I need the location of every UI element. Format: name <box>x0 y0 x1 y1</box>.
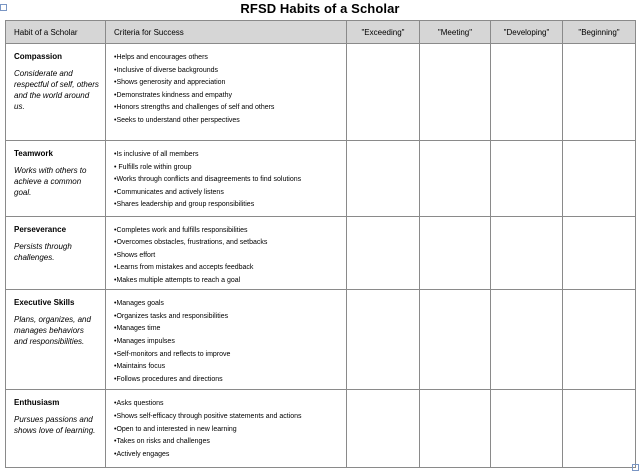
score-cell-beginning[interactable] <box>563 44 636 141</box>
criteria-item: •Seeks to understand other perspectives <box>114 116 240 124</box>
header-habit: Habit of a Scholar <box>6 21 106 44</box>
criteria-item: •Works through conflicts and disagreements to find solutions <box>114 176 302 184</box>
score-cell-meeting[interactable] <box>420 216 491 290</box>
page-title: RFSD Habits of a Scholar <box>240 1 400 16</box>
header-developing: "Developing" <box>491 21 563 44</box>
score-cell-meeting[interactable] <box>420 141 491 217</box>
habit-name: Perseverance <box>14 224 67 234</box>
header-exceeding: "Exceeding" <box>347 21 420 44</box>
habit-name: Teamwork <box>14 149 53 159</box>
header-beginning: "Beginning" <box>563 21 636 44</box>
score-cell-beginning[interactable] <box>563 390 636 468</box>
table-resize-handle[interactable] <box>632 464 639 471</box>
criteria-item: •Shows self-efficacy through positive statements and actions <box>114 412 302 420</box>
header-meeting: "Meeting" <box>420 21 491 44</box>
score-cell-developing[interactable] <box>491 216 563 290</box>
criteria-item: •Honors strengths and challenges of self and others <box>114 104 275 112</box>
criteria-item: •Learns from mistakes and accepts feedback <box>114 264 254 272</box>
criteria-item: •Asks questions <box>114 400 164 408</box>
criteria-item: •Manages time <box>114 325 161 333</box>
habit-cell <box>6 390 106 468</box>
criteria-item: •Self-monitors and reflects to improve <box>114 350 231 358</box>
habit-name: Executive Skills <box>14 298 75 308</box>
criteria-item: •Is inclusive of all members <box>114 151 199 159</box>
habit-row-executive-skills <box>6 290 636 390</box>
habit-row-enthusiasm <box>6 390 636 468</box>
habit-description: Considerate and respectful of self, others and the world around us. <box>14 69 99 111</box>
criteria-cell <box>106 44 347 141</box>
habit-cell <box>6 290 106 390</box>
criteria-cell <box>106 290 347 390</box>
score-cell-meeting[interactable] <box>420 44 491 141</box>
habit-row-perseverance <box>6 216 636 290</box>
criteria-item: •Makes multiple attempts to reach a goal <box>114 277 241 285</box>
criteria-cell <box>106 390 347 468</box>
habit-description: Plans, organizes, and manages behaviors and responsibilities. <box>14 315 91 347</box>
criteria-cell <box>106 216 347 290</box>
criteria-item: •Overcomes obstacles, frustrations, and setbacks <box>114 239 268 247</box>
criteria-cell <box>106 141 347 217</box>
criteria-item: •Manages goals <box>114 300 164 308</box>
score-cell-exceeding[interactable] <box>347 216 420 290</box>
criteria-item: •Shows effort <box>114 251 156 259</box>
habit-name: Enthusiasm <box>14 398 60 408</box>
habit-cell <box>6 141 106 217</box>
criteria-item: •Completes work and fulfills responsibilities <box>114 226 248 234</box>
criteria-item: •Takes on risks and challenges <box>114 438 210 446</box>
criteria-item: •Maintains focus <box>114 363 166 371</box>
score-cell-exceeding[interactable] <box>347 390 420 468</box>
score-cell-beginning[interactable] <box>563 141 636 217</box>
habit-description: Pursues passions and shows love of learning. <box>14 415 96 436</box>
criteria-item: •Inclusive of diverse backgrounds <box>114 66 219 74</box>
habits-rubric-table <box>5 20 636 468</box>
score-cell-meeting[interactable] <box>420 390 491 468</box>
criteria-item: •Actively engages <box>114 450 170 458</box>
score-cell-exceeding[interactable] <box>347 44 420 141</box>
habit-description: Persists through challenges. <box>14 241 72 262</box>
score-cell-meeting[interactable] <box>420 290 491 390</box>
habit-row-teamwork <box>6 141 636 217</box>
criteria-item: •Manages impulses <box>114 337 175 345</box>
header-row <box>6 21 636 44</box>
score-cell-exceeding[interactable] <box>347 141 420 217</box>
criteria-item: •Open to and interested in new learning <box>114 425 237 433</box>
habit-row-compassion <box>6 44 636 141</box>
habit-cell <box>6 44 106 141</box>
criteria-item: •Communicates and actively listens <box>114 188 224 196</box>
criteria-item: •Shows generosity and appreciation <box>114 79 226 87</box>
score-cell-beginning[interactable] <box>563 216 636 290</box>
criteria-item: •Shares leadership and group responsibilities <box>114 201 255 209</box>
habit-cell <box>6 216 106 290</box>
criteria-item: •Helps and encourages others <box>114 54 208 61</box>
score-cell-developing[interactable] <box>491 290 563 390</box>
habit-description: Works with others to achieve a common goal. <box>14 166 87 198</box>
header-criteria: Criteria for Success <box>106 21 347 44</box>
habit-name: Compassion <box>14 52 63 61</box>
score-cell-developing[interactable] <box>491 141 563 217</box>
criteria-item: •Organizes tasks and responsibilities <box>114 312 229 320</box>
score-cell-exceeding[interactable] <box>347 290 420 390</box>
criteria-item: •Follows procedures and directions <box>114 375 223 383</box>
score-cell-beginning[interactable] <box>563 290 636 390</box>
score-cell-developing[interactable] <box>491 44 563 141</box>
criteria-item: •Demonstrates kindness and empathy <box>114 91 233 99</box>
score-cell-developing[interactable] <box>491 390 563 468</box>
criteria-item: • Fulfills role within group <box>114 163 192 171</box>
